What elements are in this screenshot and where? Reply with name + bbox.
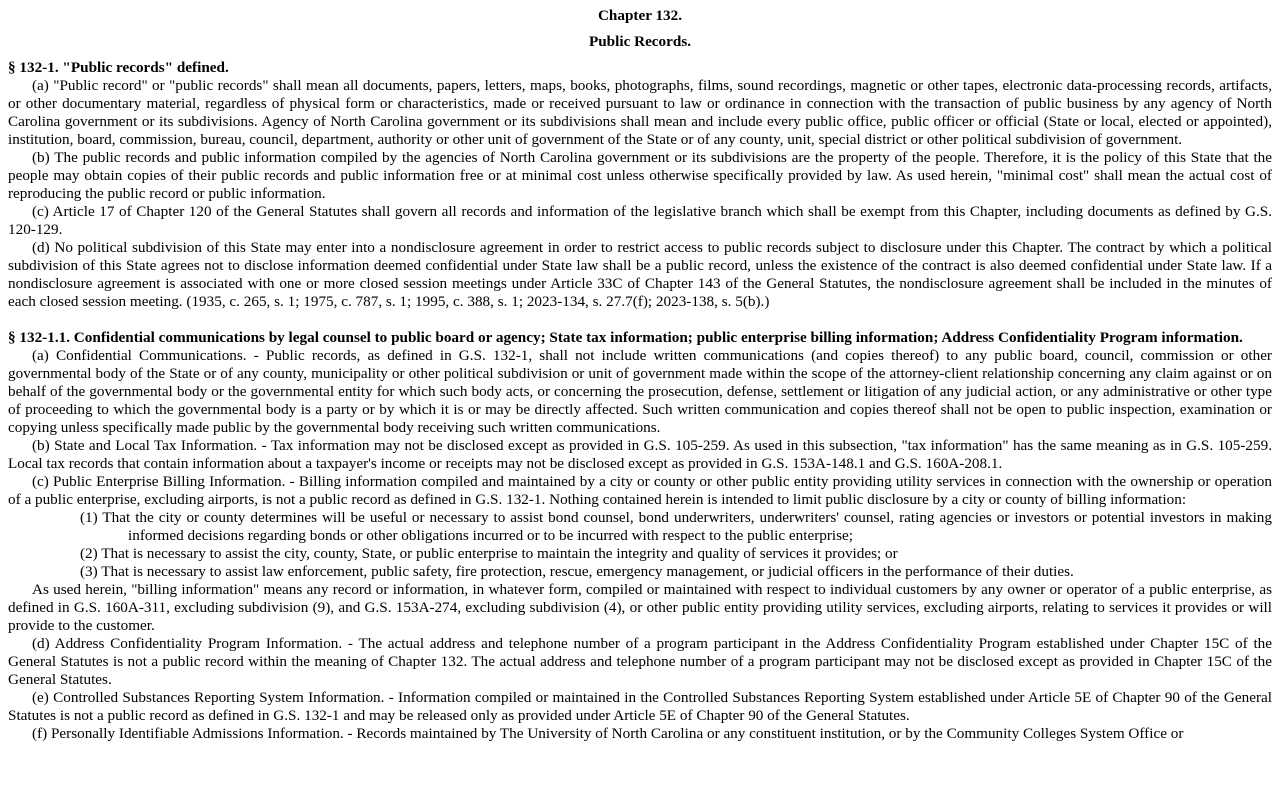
paragraph-c: (c) Public Enterprise Billing Information. - Billing information compiled and maintained by a city or county or other public entity providing utility services in connection with the ownership or operation of a public enterprise, excluding airports, is not a public record as defined in G.S. 132-1. Nothing contained herein is intended to limit public disclosure by a city or county of billing information: bbox=[8, 473, 1272, 508]
paragraph-a: (a) Confidential Communications. - Public records, as defined in G.S. 132-1, shall not include written communications (and copies thereof) to any public board, council, commission or other governmental body of the State or of any county, municipality or other political subdivision or unit of government made within the scope of the attorney-client relationship concerning any claim against or on behalf of the governmental body or the governmental entity for which such body acts, or concerning the prosecution, defense, settlement or litigation of any judicial action, or any administrative or other type of proceeding to which the governmental body is a party or by which it is or may be directly affected. Such written communication and copies thereof shall not be open to public inspection, examination or copying unless specifically made public by the governmental body receiving such written communications. bbox=[8, 347, 1272, 436]
paragraph-e: (e) Controlled Substances Reporting System Information. - Information compiled or maintained in the Controlled Substances Reporting System established under Article 5E of Chapter 90 of the General Statutes is not a public record as defined in G.S. 132-1 and may be released only as provided under Article 5E of Chapter 90 of the General Statutes. bbox=[8, 689, 1272, 724]
chapter-title-block bbox=[8, 7, 1272, 51]
paragraph-c: (c) Article 17 of Chapter 120 of the General Statutes shall govern all records and information of the legislative branch which shall be exempt from this Chapter, including documents as defined by G.S. 120-129. bbox=[8, 203, 1272, 238]
section-spacer bbox=[8, 311, 1272, 329]
paragraph-a: (a) "Public record" or "public records" shall mean all documents, papers, letters, maps, books, photographs, films, sound recordings, magnetic or other tapes, electronic data-processing records, artifacts, or other documentary material, regardless of physical form or characteristics, made or received pursuant to law or ordinance in connection with the transaction of public business by any agency of North Carolina government or its subdivisions. Agency of North Carolina government or its subdivisions shall mean and include every public office, public officer or official (State or local, elected or appointed), institution, board, commission, bureau, council, department, authority or other unit of government of the State or of any county, unit, special district or other political subdivision of government. bbox=[8, 77, 1272, 148]
section-132-1-1 bbox=[8, 329, 1272, 743]
paragraph-d: (d) No political subdivision of this State may enter into a nondisclosure agreement in order to restrict access to public records subject to disclosure under this Chapter. The contract by which a political subdivision of this State agrees not to disclose information deemed confidential under State law shall be a public record, unless the existence of the contract is also deemed confidential under State law. If a nondisclosure agreement is associated with one or more closed session meetings under Article 33C of Chapter 143 of the General Statutes, the nondisclosure agreement shall be included in the minutes of each closed session meeting. (1935, c. 265, s. 1; 1975, c. 787, s. 1; 1995, c. 388, s. 1; 2023-134, s. 27.7(f); 2023-138, s. 5(b).) bbox=[8, 239, 1272, 310]
paragraph-d: (d) Address Confidentiality Program Information. - The actual address and telephone number of a program participant in the Address Confidentiality Program established under Chapter 15C of the General Statutes is not a public record within the meaning of Chapter 132. The actual address and telephone number of a program participant may not be disclosed except as provided in Chapter 15C of the General Statutes. bbox=[8, 635, 1272, 688]
chapter-title: Public Records. bbox=[588, 33, 692, 50]
paragraph-b: (b) State and Local Tax Information. - Tax information may not be disclosed except as provided in G.S. 105-259. As used in this subsection, "tax information" has the same meaning as in G.S. 105-259. Local tax records that contain information about a taxpayer's income or receipts may not be disclosed except as provided in G.S. 153A-148.1 and G.S. 160A-208.1. bbox=[8, 437, 1272, 472]
section-132-1 bbox=[8, 59, 1272, 311]
subdivision-1: (1) That the city or county determines will be useful or necessary to assist bond counsel, bond underwriters, underwriters' counsel, rating agencies or investors or potential investors in making informed decisions regarding bonds or other obligations incurred or to be incurred with respect to the public enterprise; bbox=[80, 509, 1272, 544]
section-heading: § 132-1. "Public records" defined. bbox=[8, 59, 229, 76]
subdivision-2: (2) That is necessary to assist the city, county, State, or public enterprise to maintain the integrity and quality of services it provides; or bbox=[80, 545, 898, 562]
section-heading: § 132-1.1. Confidential communications by legal counsel to public board or agency; State tax information; public enterprise billing information; Address Confidentiality Program information. bbox=[8, 329, 1243, 346]
paragraph-c-continuation: As used herein, "billing information" means any record or information, in whatever form, compiled or maintained with respect to individual customers by any owner or operator of a public enterprise, as defined in G.S. 160A-311, excluding subdivision (9), and G.S. 153A-274, excluding subdivision (4), or other public entity providing utility services, excluding airports, relating to services it provides or will provide to the customer. bbox=[8, 581, 1272, 634]
paragraph-b: (b) The public records and public information compiled by the agencies of North Carolina government or its subdivisions are the property of the people. Therefore, it is the policy of this State that the people may obtain copies of their public records and public information free or at minimal cost unless otherwise specifically provided by law. As used herein, "minimal cost" shall mean the actual cost of reproducing the public record or public information. bbox=[8, 149, 1272, 202]
chapter-number: Chapter 132. bbox=[597, 7, 683, 24]
subdivision-3: (3) That is necessary to assist law enforcement, public safety, fire protection, rescue, emergency management, or judicial officers in the performance of their duties. bbox=[80, 563, 1074, 580]
paragraph-f: (f) Personally Identifiable Admissions Information. - Records maintained by The University of North Carolina or any constituent institution, or by the Community Colleges System Office or bbox=[32, 725, 1184, 742]
